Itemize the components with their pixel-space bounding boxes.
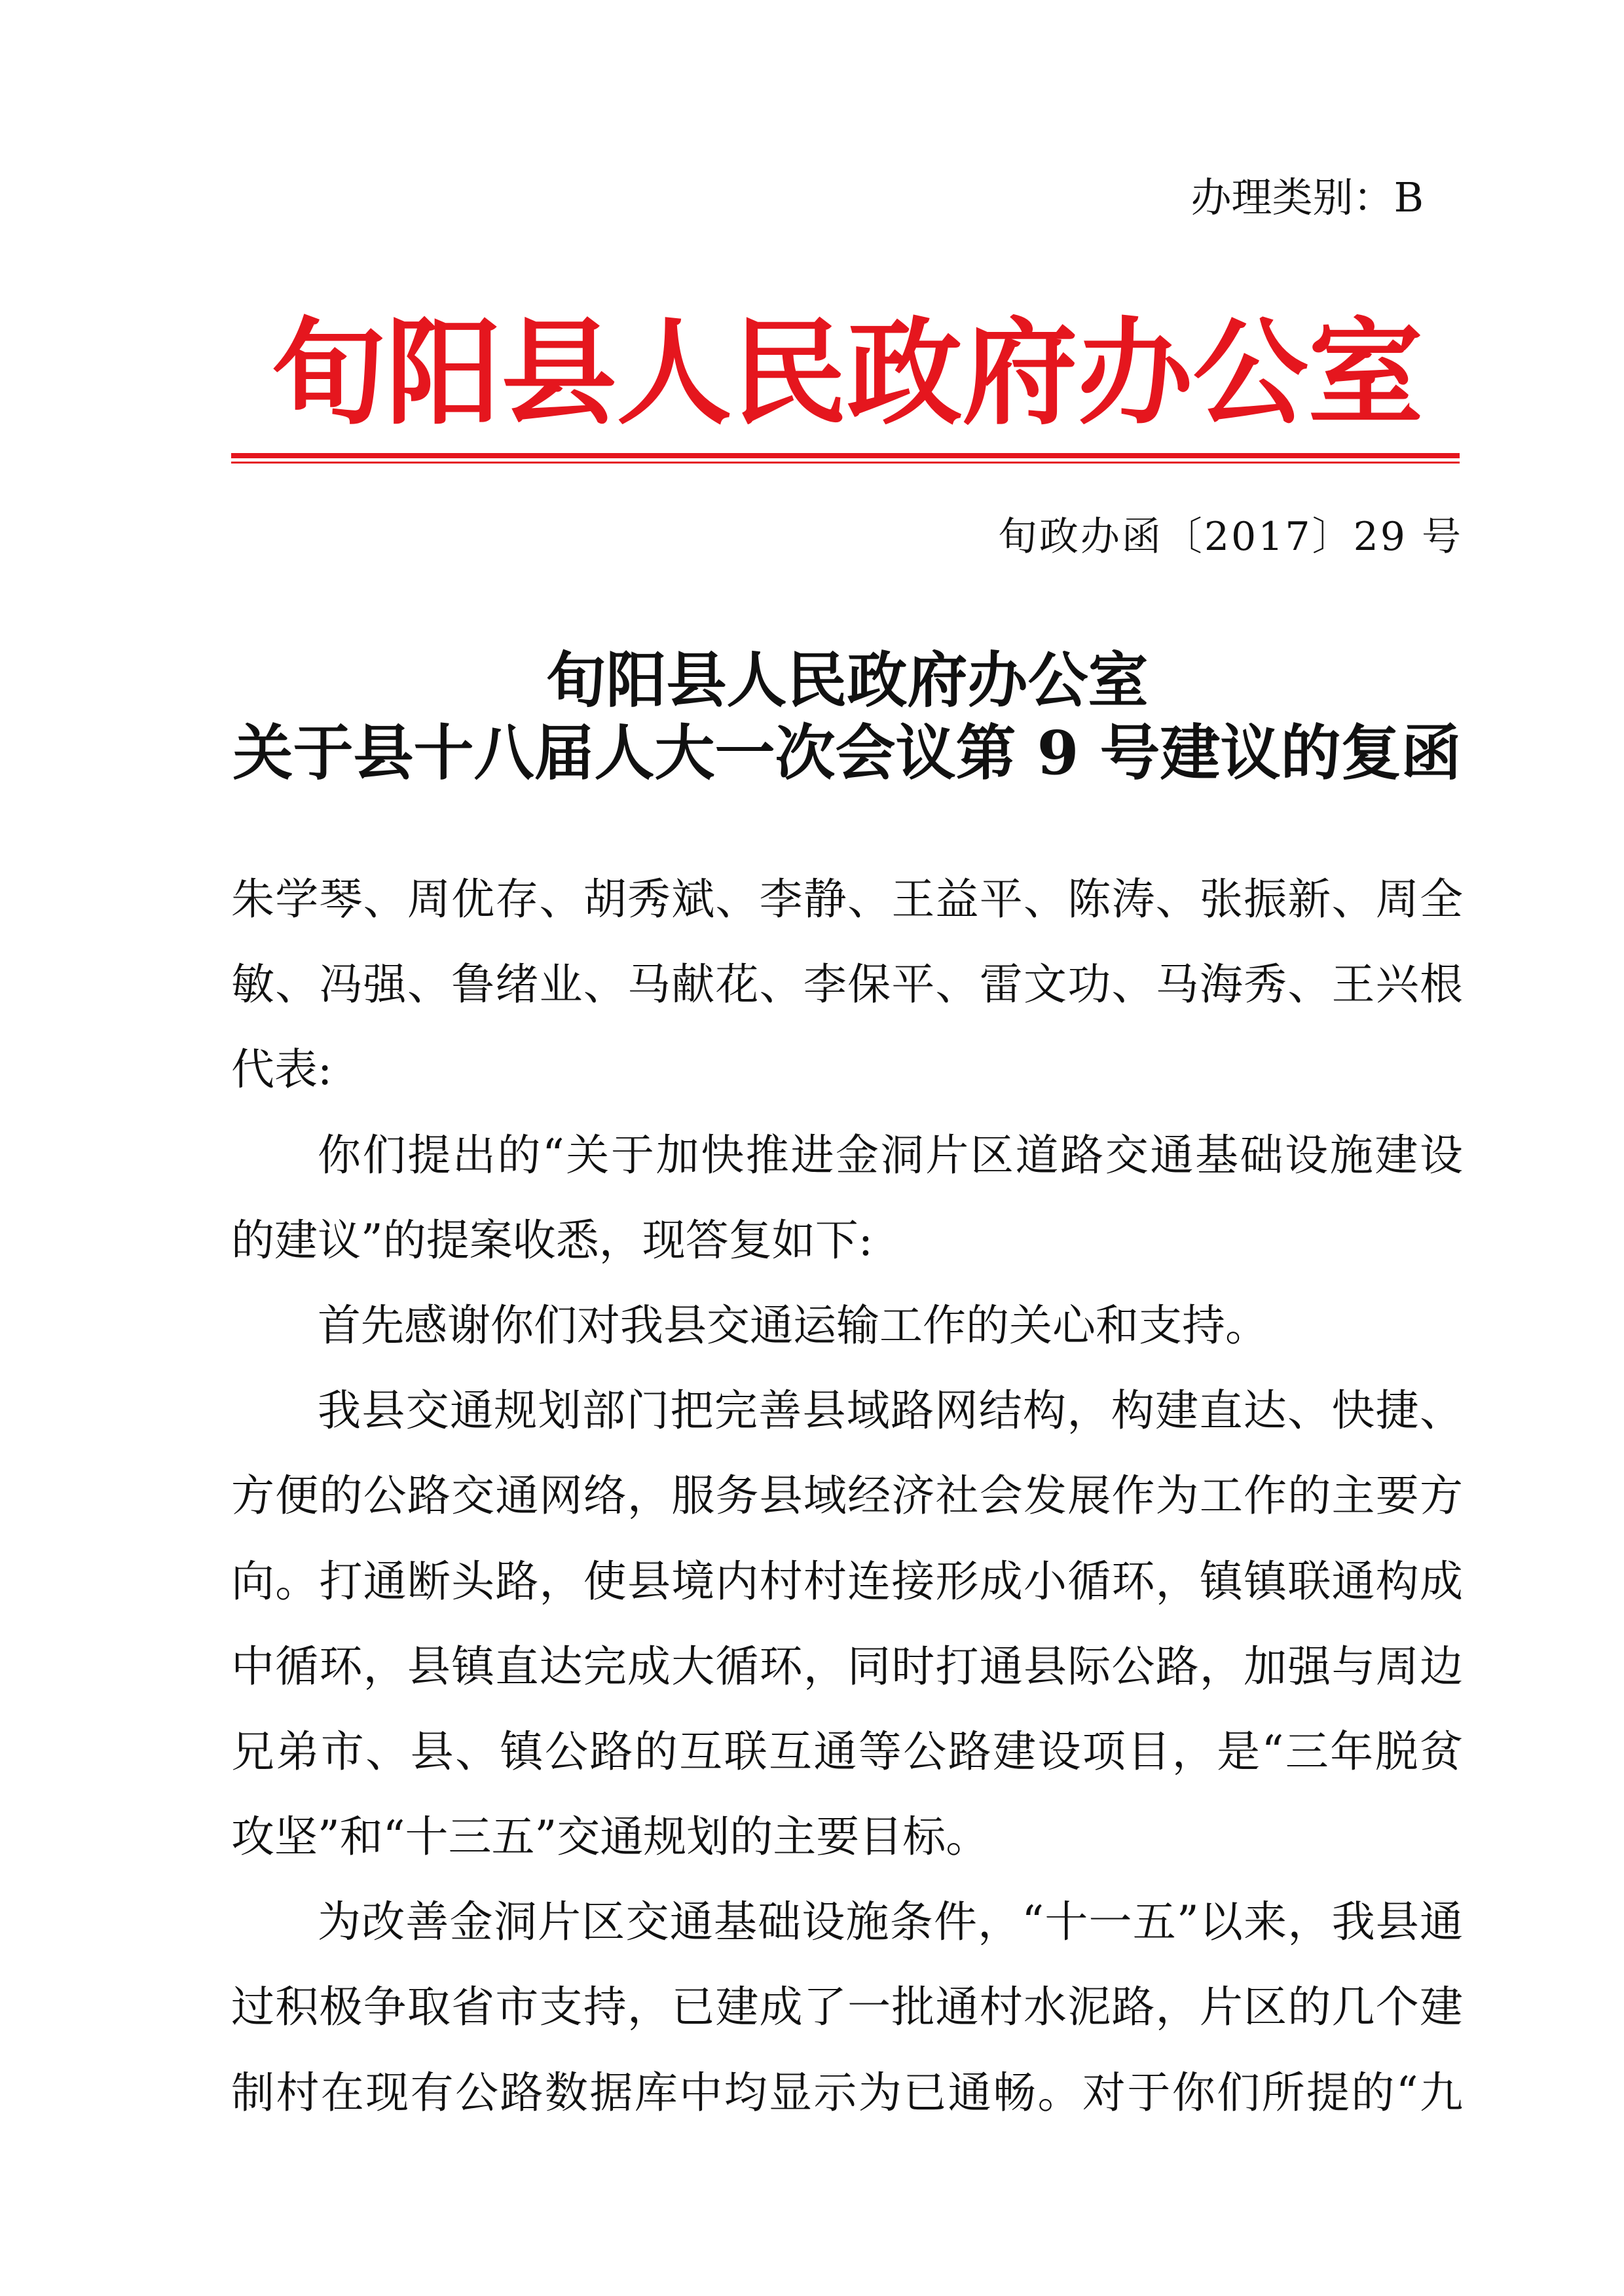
paragraph-planning: [231, 1368, 1463, 1880]
body-line: 敏、冯强、鲁绪业、马献花、李保平、雷文功、马海秀、王兴根: [231, 959, 1463, 1010]
title-line-2: 关于县十八届人大一次会议第 9 号建议的复函: [232, 718, 1462, 788]
body-line: 首先感谢你们对我县交通运输工作的关心和支持。: [318, 1300, 1268, 1351]
body-line: 你们提出的“关于加快推进金洞片区道路交通基础设施建设: [318, 1129, 1463, 1180]
body-line: 中循环，县镇直达完成大循环，同时打通县际公路，加强与周边: [231, 1641, 1463, 1692]
body-line: 我县交通规划部门把完善县域路网结构，构建直达、快捷、: [318, 1385, 1463, 1436]
red-rule-thick: [231, 453, 1460, 458]
paragraph-receipt: [231, 1113, 1463, 1283]
issuer-red-header: 旬阳县人民政府办公室: [270, 305, 1424, 441]
body-line: 攻坚”和“十三五”交通规划的主要目标。: [231, 1812, 989, 1863]
body-line: 为改善金洞片区交通基础设施条件，“十一五”以来，我县通: [318, 1897, 1463, 1948]
letter-body: [231, 857, 1463, 2136]
body-line: 兄弟市、县、镇公路的互联互通等公路建设项目，是“三年脱贫: [231, 1726, 1463, 1777]
body-line: 朱学琴、周优存、胡秀斌、李静、王益平、陈涛、张振新、周全: [231, 874, 1463, 924]
body-line: 代表:: [231, 1044, 333, 1095]
body-line: 过积极争取省市支持，已建成了一批通村水泥路，片区的几个建: [231, 1982, 1463, 2033]
document-title: [231, 644, 1463, 790]
paragraph-jindong: [231, 1880, 1463, 2136]
handling-category: 办理类别：B: [1190, 173, 1424, 221]
body-line: 制村在现有公路数据库中均显示为已通畅。对于你们所提的“九: [231, 2067, 1463, 2118]
body-line: 的建议”的提案收悉，现答复如下:: [231, 1214, 873, 1266]
body-line: 向。打通断头路，使县境内村村连接形成小循环，镇镇联通构成: [231, 1556, 1463, 1607]
red-rule-thin: [231, 462, 1460, 464]
document-number: 旬政办函〔2017〕29 号: [997, 514, 1463, 560]
title-line-1: 旬阳县人民政府办公室: [545, 645, 1149, 716]
paragraph-thanks: [231, 1283, 1463, 1368]
salutation: [231, 857, 1463, 1113]
body-line: 方便的公路交通网络，服务县域经济社会发展作为工作的主要方: [231, 1470, 1463, 1522]
